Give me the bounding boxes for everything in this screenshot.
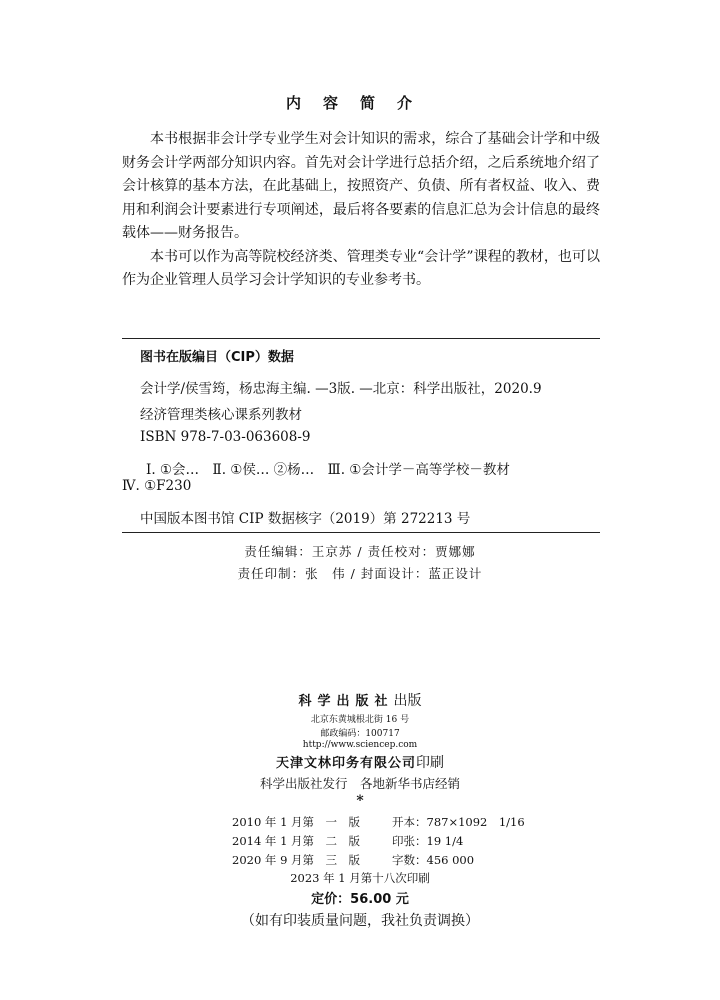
page-title: 内容简介 bbox=[285, 94, 434, 112]
cip-classification-line: Ⅰ. ①会… Ⅱ. ①侯… ②杨… Ⅲ. ①会计学－高等学校－教材 bbox=[146, 462, 510, 478]
cip-bottom-rule bbox=[122, 532, 600, 533]
edition-date: 2014 年 1 月第 二 版 bbox=[232, 834, 361, 848]
print-credits: 责任印制：张 伟 / 封面设计：蓝正设计 bbox=[237, 566, 483, 581]
editor-credits: 责任编辑：王京苏 / 责任校对：贾娜娜 bbox=[244, 544, 476, 559]
edition-row-1 bbox=[232, 814, 525, 830]
publisher-postcode: 邮政编码：100717 bbox=[320, 729, 400, 739]
separator-star: * bbox=[356, 793, 364, 809]
distribution-line: 科学出版社发行 各地新华书店经销 bbox=[259, 776, 460, 791]
publisher-url: http://www.sciencep.com bbox=[302, 740, 418, 750]
publisher-name: 科学出版社 bbox=[298, 694, 394, 709]
cip-top-rule bbox=[122, 338, 600, 339]
printing-line: 2023 年 1 月第十八次印刷 bbox=[290, 871, 430, 885]
cip-heading: 图书在版编目（CIP）数据 bbox=[140, 350, 294, 365]
cip-class-number-line: Ⅳ. ①F230 bbox=[122, 478, 192, 494]
edition-date: 2010 年 1 月第 一 版 bbox=[232, 815, 361, 829]
quality-notice: （如有印装质量问题，我社负责调换） bbox=[241, 913, 479, 929]
intro-paragraph-1: 本书根据非会计学专业学生对会计知识的需求，综合了基础会计学和中级财务会计学两部分知识内容。首先对会计学进行总括介绍，之后系统地介绍了会计核算的基本方法，在此基础上，按照资产、负债、所有者权益、收入、费用和利润会计要素进行专项阐述，最后将各要素的信息汇总为会计信息的最终载体——财务报告。 bbox=[122, 131, 600, 241]
cip-title-line: 会计学/侯雪筠，杨忠海主编. —3版. —北京：科学出版社，2020.9 bbox=[140, 381, 542, 397]
cip-isbn-line: ISBN 978-7-03-063608-9 bbox=[140, 429, 311, 445]
intro-paragraph-2: 本书可以作为高等院校经济类、管理类专业“会计学”课程的教材，也可以作为企业管理人员学习会计学知识的专业参考书。 bbox=[122, 248, 600, 288]
edition-row-3 bbox=[232, 852, 474, 868]
publisher-suffix: 出版 bbox=[393, 693, 422, 709]
cip-series-line: 经济管理类核心课系列教材 bbox=[140, 407, 302, 423]
publisher-line bbox=[0, 690, 720, 710]
edition-info: 字数：456 000 bbox=[392, 853, 475, 867]
publisher-address: 北京东黄城根北街 16 号 bbox=[310, 715, 410, 725]
printer-suffix: 印刷 bbox=[416, 755, 444, 771]
edition-date: 2020 年 9 月第 三 版 bbox=[232, 853, 361, 867]
edition-info: 开本：787×1092 1/16 bbox=[392, 815, 525, 829]
price: 定价：56.00 元 bbox=[311, 892, 409, 907]
edition-row-2 bbox=[232, 833, 463, 849]
printer-line bbox=[0, 752, 720, 772]
edition-info: 印张：19 1/4 bbox=[392, 834, 464, 848]
intro-text bbox=[122, 128, 600, 293]
printer-name: 天津文林印务有限公司 bbox=[275, 756, 416, 771]
cip-record-number: 中国版本图书馆 CIP 数据核字（2019）第 272213 号 bbox=[140, 511, 471, 527]
